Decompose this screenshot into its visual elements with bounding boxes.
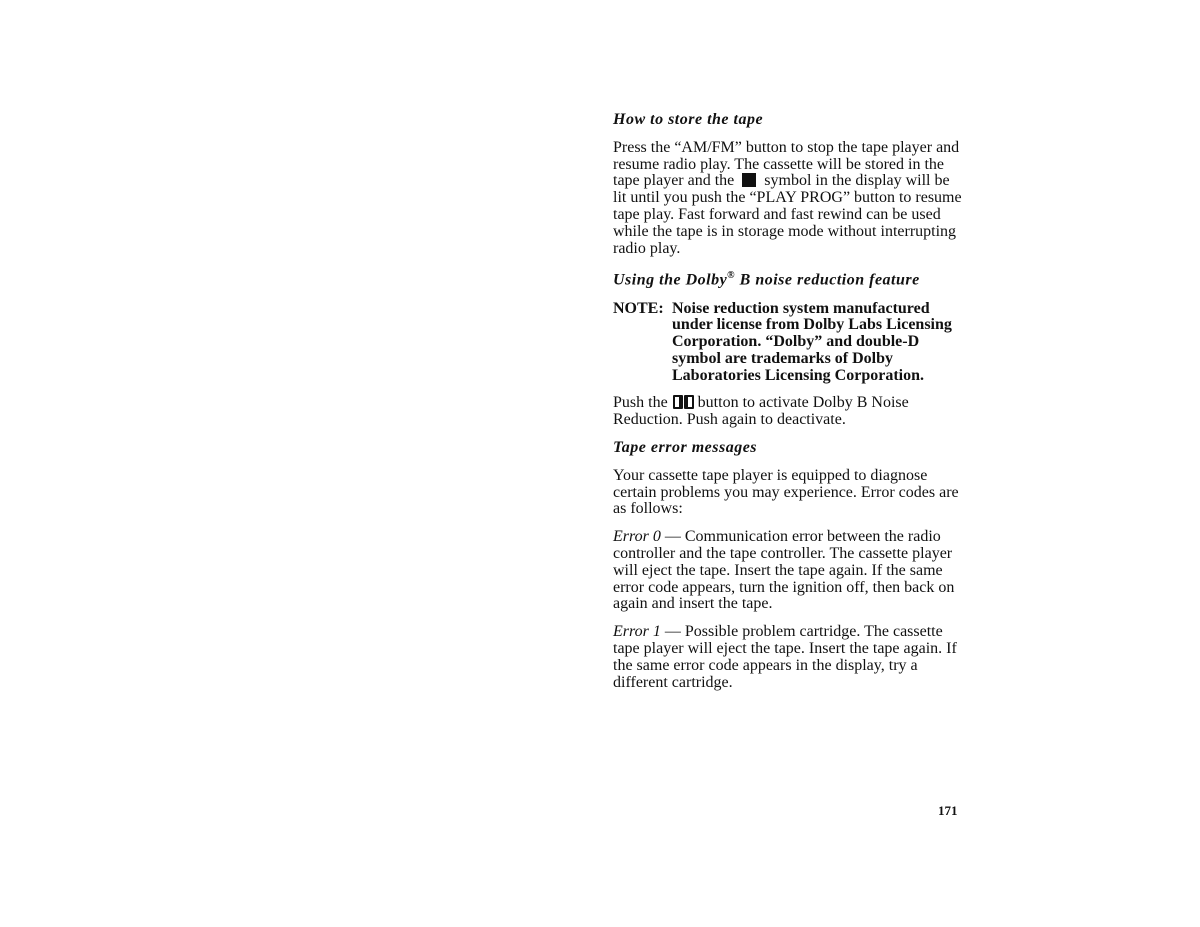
store-text-after: symbol in the display will be lit until you push the “PLAY PROG” button to resume tape play. Fast forward and fast rewind can be used while the tape is in storage mode without interrupting radio play. xyxy=(613,172,962,257)
error-1-label: Error 1 xyxy=(613,623,661,641)
error-0-label: Error 0 xyxy=(613,528,661,546)
dolby-note xyxy=(613,301,963,385)
note-label: NOTE: xyxy=(613,299,664,317)
dolby-double-d-icon xyxy=(673,395,694,409)
store-text-before: Press the “AM/FM” button to stop the tape player and resume radio play. The cassette will be stored in the tape player and the xyxy=(613,138,960,190)
push-text-pre: Push the xyxy=(613,394,668,412)
error-1-text: — Possible problem cartridge. The cassette tape player will eject the tape. Insert the tape again. If the same error code appears in the display, try a different cartridge. xyxy=(613,623,957,691)
store-tape-heading: How to store the tape xyxy=(613,111,764,128)
note-text: Noise reduction system manufactured under license from Dolby Labs Licensing Corporation. “Dolby” and double-D symbol are trademarks of Dolby Laboratories Licensing Corporation. xyxy=(672,299,952,384)
push-text-post: button to activate Dolby B Noise Reduction. Push again to deactivate. xyxy=(613,394,909,429)
dolby-push-paragraph xyxy=(613,395,963,429)
store-tape-paragraph xyxy=(613,140,963,258)
manual-text-column xyxy=(613,112,963,702)
registered-mark: ® xyxy=(727,270,736,282)
page-number: 171 xyxy=(938,803,958,818)
dolby-heading xyxy=(613,268,963,289)
error-1-paragraph xyxy=(613,624,963,691)
tape-error-intro: Your cassette tape player is equipped to diagnose certain problems you may experience. Error codes are as follows: xyxy=(613,466,959,518)
error-0-text: — Communication error between the radio controller and the tape controller. The cassette player will eject the tape. Insert the tape again. If the same error code appears, turn the ignition off, then back on again and insert the tape. xyxy=(613,528,955,613)
dolby-heading-post: B noise reduction feature xyxy=(735,271,920,289)
filled-square-icon xyxy=(742,173,756,187)
tape-error-heading: Tape error messages xyxy=(613,439,758,457)
dolby-heading-pre: Using the Dolby xyxy=(613,271,728,289)
error-0-paragraph xyxy=(613,529,963,613)
